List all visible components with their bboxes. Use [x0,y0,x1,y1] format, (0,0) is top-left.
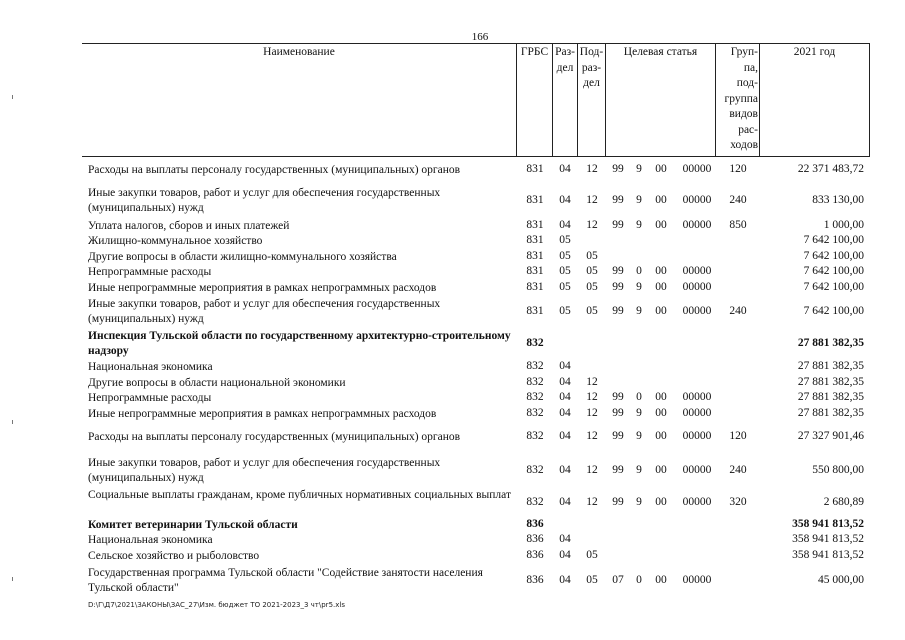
row-name: Уплата налогов, сборов и иных платежей [88,220,290,232]
table-row [0,549,905,564]
row-podrazdel: 05 [586,250,598,262]
row-amount-2021: 27 881 382,35 [797,360,864,372]
row-target-program: 99 [612,163,624,175]
row-amount-2021: 358 941 813,52 [792,518,864,530]
row-name: Жилищно-коммунальное хозяйство [88,235,263,247]
row-name: Расходы на выплаты персоналу государственных (муниципальных) органов [88,431,461,443]
row-target-direction: 00000 [682,407,712,419]
row-target-direction: 00000 [682,163,712,175]
table-row [0,297,905,327]
row-grbs: 831 [526,234,544,246]
row-target-direction: 00000 [682,463,712,476]
row-name: Национальная экономика [88,361,213,373]
row-target-direction: 00000 [682,573,712,586]
row-podrazdel: 12 [586,193,598,206]
row-target-event: 00 [655,281,667,293]
header-name: Наименование [263,46,335,58]
row-target-event: 00 [655,193,667,206]
row-target-program: 99 [612,219,624,231]
row-name: Иные непрограммные мероприятия в рамках непрограммных расходов [88,408,437,420]
row-target-event: 00 [655,573,667,586]
row-target-event: 00 [655,219,667,231]
row-razdel: 04 [559,163,571,175]
row-podrazdel: 05 [586,281,598,293]
row-name: Национальная экономика [88,534,213,546]
row-podrazdel: 05 [586,549,598,561]
row-razdel: 05 [559,281,571,293]
row-podrazdel: 12 [586,391,598,403]
row-target-event: 00 [655,430,667,442]
row-target-direction: 00000 [682,304,712,317]
row-amount-2021: 358 941 813,52 [792,549,864,561]
row-amount-2021: 7 642 100,00 [803,304,864,317]
row-name: Иные закупки товаров, работ и услуг для обеспечения государственных (муниципальных) нужд [88,457,441,484]
row-expense-group: 240 [729,193,747,206]
header-grbs-col [517,43,553,157]
row-amount-2021: 45 000,00 [818,573,864,586]
row-target-subprogram: 9 [636,193,642,206]
row-name: Иные закупки товаров, работ и услуг для обеспечения государственных (муниципальных) нужд [88,298,441,325]
row-target-program: 99 [612,430,624,442]
header-year-col [760,43,870,157]
row-amount-2021: 1 000,00 [823,219,864,231]
row-amount-2021: 27 881 382,35 [797,407,864,419]
row-podrazdel: 05 [586,265,598,277]
table-row [0,566,905,596]
row-target-direction: 00000 [682,495,712,508]
row-razdel: 04 [559,533,571,545]
row-grbs: 836 [526,518,544,530]
row-name: Непрограммные расходы [88,266,212,278]
table-row [0,456,905,486]
row-target-subprogram: 9 [636,219,642,231]
table-row [0,234,905,249]
row-podrazdel: 12 [586,163,598,175]
table-row [0,360,905,375]
row-podrazdel: 12 [586,407,598,419]
header-podrazdel-col [578,43,606,157]
row-target-subprogram: 9 [636,281,642,293]
row-grbs: 832 [526,376,544,388]
row-target-direction: 00000 [682,193,712,206]
row-target-event: 00 [655,265,667,277]
row-target-program: 99 [612,304,624,317]
row-target-subprogram: 9 [636,304,642,317]
row-razdel: 04 [559,360,571,372]
row-razdel: 05 [559,250,571,262]
row-grbs: 836 [526,573,544,586]
table-row [0,250,905,265]
row-amount-2021: 7 642 100,00 [803,281,864,293]
row-razdel: 04 [559,376,571,388]
row-target-program: 99 [612,265,624,277]
header-target-col [606,43,716,157]
row-target-event: 00 [655,304,667,317]
table-row [0,265,905,280]
row-podrazdel: 12 [586,219,598,231]
header-grbs: ГРБС [520,46,549,58]
row-razdel: 04 [559,430,571,442]
table-row [0,186,905,216]
table-row [0,407,905,422]
row-target-direction: 00000 [682,281,712,293]
row-grbs: 832 [526,391,544,403]
header-name-col [82,43,517,157]
row-amount-2021: 7 642 100,00 [803,265,864,277]
row-grbs: 832 [526,407,544,419]
row-amount-2021: 358 941 813,52 [792,533,864,545]
table-row [0,488,905,518]
table-row [0,430,905,445]
row-target-subprogram: 0 [636,573,642,586]
row-grbs: 831 [526,250,544,262]
header-target: Целевая статья [623,46,698,58]
row-razdel: 05 [559,304,571,317]
row-amount-2021: 550 800,00 [812,463,864,476]
row-name: Расходы на выплаты персоналу государственных (муниципальных) органов [88,164,461,176]
row-target-event: 00 [655,391,667,403]
row-expense-group: 240 [729,304,747,317]
table-row [0,281,905,296]
page-number: 166 [471,31,489,43]
row-grbs: 831 [526,163,544,175]
header-group-col [716,43,760,157]
row-grbs: 836 [526,549,544,561]
file-path-footer: D:\Г\Д7\2021\ЗАКОНЫ\ЗАС_27\Изм. бюджет ТО 2021-2023_3 чт\pr5.xls [88,601,345,609]
row-grbs: 836 [526,533,544,545]
row-grbs: 832 [526,430,544,442]
header-group: Груп- па, под- группа видов рас- ходов [724,46,758,151]
row-target-direction: 00000 [682,219,712,231]
row-grbs: 832 [526,360,544,372]
row-expense-group: 320 [729,495,747,508]
table-row [0,391,905,406]
row-amount-2021: 27 881 382,35 [797,376,864,388]
row-grbs: 832 [526,336,544,349]
row-amount-2021: 833 130,00 [812,193,864,206]
table-row [0,376,905,391]
row-amount-2021: 22 371 483,72 [797,163,864,175]
row-razdel: 05 [559,234,571,246]
row-name: Другие вопросы в области национальной экономики [88,377,346,389]
header-podrazdel: Под- раз- дел [579,46,604,89]
row-target-event: 00 [655,407,667,419]
table-row [0,219,905,234]
row-target-subprogram: 0 [636,391,642,403]
row-name: Социальные выплаты гражданам, кроме публичных нормативных социальных выплат [88,489,511,501]
row-target-direction: 00000 [682,265,712,277]
row-podrazdel: 12 [586,463,598,476]
row-grbs: 832 [526,463,544,476]
row-target-subprogram: 9 [636,463,642,476]
row-razdel: 04 [559,193,571,206]
row-razdel: 04 [559,391,571,403]
row-grbs: 831 [526,193,544,206]
row-target-direction: 00000 [682,430,712,442]
row-target-subprogram: 0 [636,265,642,277]
row-name: Иные непрограммные мероприятия в рамках непрограммных расходов [88,282,437,294]
row-amount-2021: 27 327 901,46 [797,430,864,442]
row-name: Государственная программа Тульской области "Содействие занятости населения Тульской области" [88,567,483,594]
header-year: 2021 год [793,46,836,58]
row-amount-2021: 7 642 100,00 [803,250,864,262]
table-row [0,533,905,548]
header-razdel: Раз- дел [555,46,575,74]
row-razdel: 05 [559,265,571,277]
row-name: Иные закупки товаров, работ и услуг для обеспечения государственных (муниципальных) нужд [88,187,441,214]
row-target-subprogram: 9 [636,163,642,175]
row-amount-2021: 7 642 100,00 [803,234,864,246]
row-podrazdel: 12 [586,430,598,442]
row-podrazdel: 05 [586,573,598,586]
row-grbs: 831 [526,281,544,293]
row-name: Другие вопросы в области жилищно-коммунального хозяйства [88,251,397,263]
row-target-program: 99 [612,391,624,403]
row-razdel: 04 [559,573,571,586]
row-target-program: 99 [612,495,624,508]
row-target-subprogram: 9 [636,430,642,442]
row-expense-group: 120 [729,430,747,442]
row-expense-group: 850 [729,219,747,231]
row-podrazdel: 12 [586,495,598,508]
row-podrazdel: 12 [586,376,598,388]
row-razdel: 04 [559,549,571,561]
row-target-program: 99 [612,407,624,419]
scan-speck [12,95,13,99]
table-row [0,329,905,359]
scan-speck [12,577,13,581]
row-name: Непрограммные расходы [88,392,212,404]
row-grbs: 831 [526,219,544,231]
row-target-program: 99 [612,281,624,293]
row-grbs: 832 [526,495,544,508]
table-row [0,518,905,533]
row-target-event: 00 [655,495,667,508]
scan-speck [12,420,13,424]
row-amount-2021: 2 680,89 [823,495,864,508]
row-grbs: 831 [526,304,544,317]
row-amount-2021: 27 881 382,35 [797,336,864,349]
row-name: Сельское хозяйство и рыболовство [88,550,260,562]
row-razdel: 04 [559,495,571,508]
row-name: Инспекция Тульской области по государственному архитектурно-строительному надзору [88,330,511,357]
row-target-program: 99 [612,193,624,206]
row-target-program: 99 [612,463,624,476]
row-podrazdel: 05 [586,304,598,317]
row-expense-group: 120 [729,163,747,175]
row-expense-group: 240 [729,463,747,476]
row-target-subprogram: 9 [636,407,642,419]
row-name: Комитет ветеринарии Тульской области [88,519,298,531]
row-target-subprogram: 9 [636,495,642,508]
table-row [0,163,905,178]
row-target-direction: 00000 [682,391,712,403]
row-target-event: 00 [655,163,667,175]
row-grbs: 831 [526,265,544,277]
row-amount-2021: 27 881 382,35 [797,391,864,403]
row-razdel: 04 [559,219,571,231]
row-razdel: 04 [559,463,571,476]
header-razdel-col [553,43,578,157]
row-razdel: 04 [559,407,571,419]
row-target-event: 00 [655,463,667,476]
row-target-program: 07 [612,573,624,586]
